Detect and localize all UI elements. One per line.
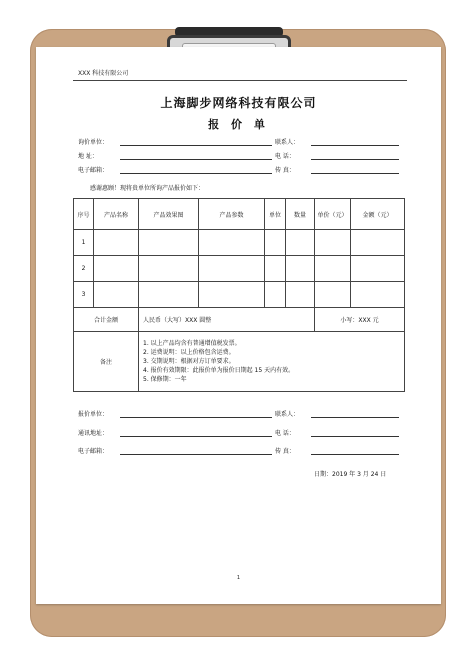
cell-unit[interactable] [265,282,286,308]
cell-unit-price[interactable] [315,256,351,282]
greeting-text: 感谢惠顾！现将贵单位所询产品报价如下： [90,185,205,192]
total-upper: 人民币（大写）XXX 圆整 [139,308,315,332]
quoter-address-label: 通讯地址： [78,430,109,437]
note-item: 4. 报价有效期限：此报价单为报价日期起 15 天内有效。 [143,367,295,374]
cell-quantity[interactable] [286,256,315,282]
cell-product-name[interactable] [94,282,139,308]
cell-product-image[interactable] [139,256,199,282]
inquiry-fax-label: 传 真： [275,167,295,174]
inquiry-phone-label: 电 话： [275,153,295,160]
total-lower: 小写：XXX 元 [315,308,405,332]
cell-quantity[interactable] [286,282,315,308]
header-quantity: 数量 [286,199,315,230]
quoter-address-field[interactable] [120,436,272,437]
inquiry-address-field[interactable] [120,159,272,160]
notes-row [74,332,405,392]
table-header-row [74,199,405,230]
cell-amount[interactable] [351,256,405,282]
quoter-phone-field[interactable] [311,436,399,437]
company-header: XXX 科技有限公司 [78,70,129,77]
header-seq: 序号 [74,199,94,230]
note-item: 1. 以上产品均含有普通增值税发票。 [143,340,241,347]
header-unit-price: 单价（元） [315,199,351,230]
quoter-unit-label: 报价单位： [78,411,109,418]
note-item: 3. 交期说明：根据对方订单要求。 [143,358,235,365]
page-subtitle: 报 价 单 [208,118,269,131]
notes-label: 备注 [74,332,139,392]
header-product-image: 产品效果图 [139,199,199,230]
header-product-name: 产品名称 [94,199,139,230]
cell-quantity[interactable] [286,230,315,256]
quote-date: 日期：2019 年 3 月 24 日 [314,471,387,478]
inquiry-email-label: 电子邮箱： [78,167,109,174]
header-product-params: 产品参数 [199,199,265,230]
total-label: 合计金额 [74,308,139,332]
inquiry-unit-label: 询价单位： [78,139,109,146]
table-row [74,230,405,256]
quotation-table [73,198,405,392]
cell-amount[interactable] [351,230,405,256]
inquiry-address-label: 地 址： [78,153,98,160]
cell-product-params[interactable] [199,282,265,308]
total-row [74,308,405,332]
row-seq: 1 [74,230,94,256]
cell-unit-price[interactable] [315,282,351,308]
inquiry-fax-field[interactable] [311,173,399,174]
inquiry-contact-label: 联系人： [275,139,300,146]
quotation-paper [36,47,441,604]
cell-product-image[interactable] [139,282,199,308]
page-number: 1 [236,575,241,581]
header-divider [73,80,407,81]
table-row [74,256,405,282]
cell-product-params[interactable] [199,230,265,256]
cell-product-params[interactable] [199,256,265,282]
cell-amount[interactable] [351,282,405,308]
page-title: 上海脚步网络科技有限公司 [160,96,317,110]
note-item: 5. 保修期：一年 [143,376,187,383]
cell-product-name[interactable] [94,256,139,282]
quoter-phone-label: 电 话： [275,430,295,437]
header-amount: 金额（元） [351,199,405,230]
inquiry-phone-field[interactable] [311,159,399,160]
notes-list [139,332,405,392]
quoter-email-label: 电子邮箱： [78,448,109,455]
cell-product-image[interactable] [139,230,199,256]
header-unit: 单位 [265,199,286,230]
quoter-contact-field[interactable] [311,417,399,418]
row-seq: 3 [74,282,94,308]
quoter-email-field[interactable] [120,454,272,455]
inquiry-contact-field[interactable] [311,145,399,146]
cell-unit-price[interactable] [315,230,351,256]
quoter-fax-label: 传 真： [275,448,295,455]
inquiry-unit-field[interactable] [120,145,272,146]
row-seq: 2 [74,256,94,282]
inquiry-email-field[interactable] [120,173,272,174]
cell-unit[interactable] [265,256,286,282]
quoter-contact-label: 联系人： [275,411,300,418]
cell-product-name[interactable] [94,230,139,256]
quoter-fax-field[interactable] [311,454,399,455]
quoter-unit-field[interactable] [120,417,272,418]
cell-unit[interactable] [265,230,286,256]
note-item: 2. 运费说明：以上价格包含运费。 [143,349,235,356]
table-row [74,282,405,308]
